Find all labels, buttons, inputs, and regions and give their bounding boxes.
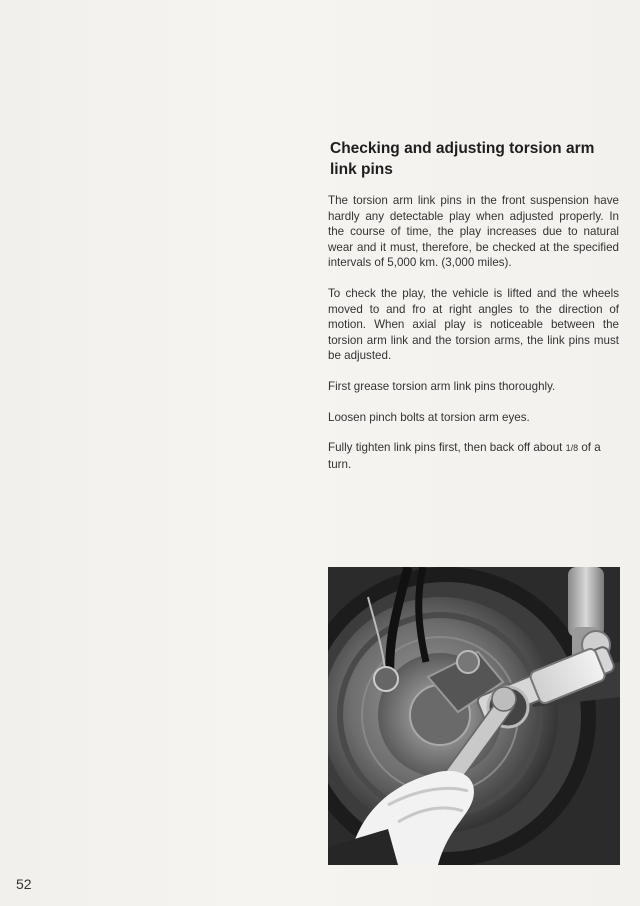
suspension-photo	[328, 567, 620, 865]
paragraph-check-play: To check the play, the vehicle is lifted and the wheels moved to and fro at right angles to the direction of motion. When axial play is noticeable between the torsion arm link and the torsion arms, the link pins must be adjusted.	[328, 286, 619, 363]
paragraph-tighten-tail: of a turn.	[328, 441, 601, 471]
paragraph-loosen: Loosen pinch bolts at torsion arm eyes.	[328, 410, 530, 424]
paragraph-tighten-text: Fully tighten link pins first, then back off about	[328, 441, 563, 455]
body-text	[328, 193, 619, 487]
section-title: Checking and adjusting torsion arm link pins	[330, 140, 595, 178]
paragraph-tighten	[328, 440, 619, 472]
suspension-photo-illustration	[328, 567, 620, 865]
page-number: 52	[16, 876, 32, 892]
paragraph-intro: The torsion arm link pins in the front suspension have hardly any detectable play when adjusted properly. In the course of time, the play increases due to natural wear and it must, therefore, be checked at the specified intervals of 5,000 km. (3,000 miles).	[328, 194, 619, 270]
paragraph-grease: First grease torsion arm link pins thoroughly.	[328, 379, 556, 393]
fraction-one-eighth: 1/8	[565, 443, 579, 454]
